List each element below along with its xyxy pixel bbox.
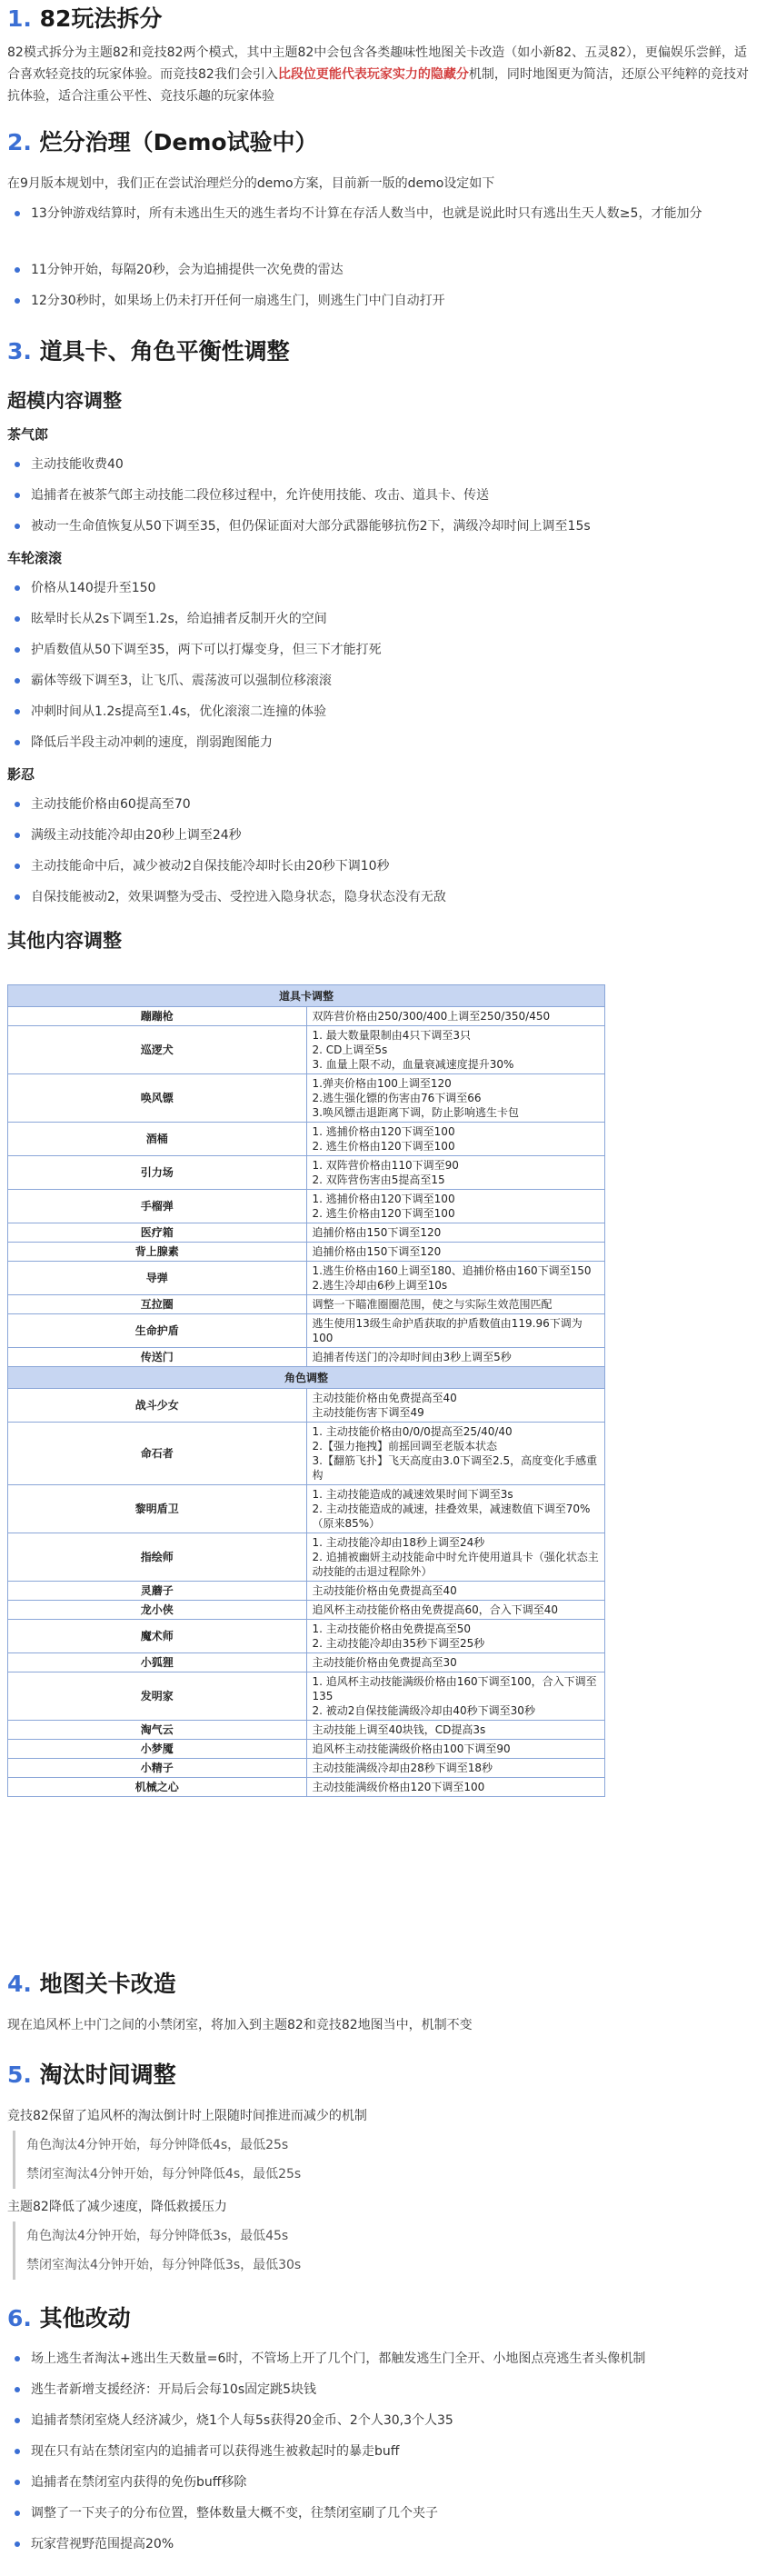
item-name: 巡逻犬: [8, 1026, 307, 1074]
section-6-heading: [7, 2305, 131, 2332]
table-row: [8, 1533, 605, 1582]
blockquote: [13, 2222, 754, 2280]
item-description: [306, 1778, 605, 1797]
table-row: [8, 1348, 605, 1367]
section-number: 5.: [7, 2062, 32, 2088]
description-line: 2. CD上调至5s: [312, 1043, 388, 1056]
description-line: 主动技能价格由免费提高至30: [312, 1656, 457, 1669]
item-name: 手榴弹: [8, 1190, 307, 1223]
item-name: 引力场: [8, 1156, 307, 1190]
list-item: 追捕者在禁闭室内获得的免伤buff移除: [13, 2471, 754, 2494]
item-name: 互拉圈: [8, 1295, 307, 1314]
description-line: 1. 逃捕价格由120下调至100: [312, 1125, 455, 1138]
item-description: [306, 1223, 605, 1243]
list-item: 满级主动技能冷却由20秒上调至24秒: [13, 824, 754, 847]
description-line: 1.弹夹价格由100上调至120: [312, 1077, 452, 1090]
list-item: 眩晕时长从2s下调至1.2s，给追捕者反制开火的空间: [13, 607, 754, 631]
section-2-heading: [7, 129, 318, 156]
item-name: 战斗少女: [8, 1389, 307, 1423]
table-section-title: 道具卡调整: [8, 985, 605, 1007]
description-line: 追风杯主动技能价格由免费提高60，合入下调至40: [312, 1603, 559, 1616]
table-row: [8, 1672, 605, 1721]
list-item: 主动技能价格由60提高至70: [13, 793, 754, 816]
section-3-heading: [7, 338, 290, 365]
list-item: 逃生者新增支援经济：开局后会每10s固定跳5块钱: [13, 2378, 754, 2401]
table-row: [8, 1262, 605, 1295]
description-line: 3.【翻筋飞扑】飞天高度由3.0下调至2.5，高度变化手感重构: [312, 1454, 598, 1482]
description-line: 主动技能上调至40块钱，CD提高3s: [312, 1723, 486, 1736]
item-name: 灵蘑子: [8, 1582, 307, 1601]
description-line: 3.唤风镖击退距离下调，防止影响逃生卡包: [312, 1106, 519, 1119]
item-description: [306, 1759, 605, 1778]
item-description: [306, 1620, 605, 1653]
description-line: 2. 追捕被幽妍主动技能命中时允许使用道具卡（强化状态主动技能的击退过程除外）: [312, 1551, 599, 1578]
item-description: [306, 1295, 605, 1314]
item-description: [306, 1653, 605, 1672]
item-name: 医疗箱: [8, 1223, 307, 1243]
item-description: [306, 1262, 605, 1295]
list-item: 追捕者在被茶气郎主动技能二段位移过程中，允许使用技能、攻击、道具卡、传送: [13, 484, 754, 507]
section-2-intro: 在9月版本规划中，我们正在尝试治理烂分的demo方案，目前新一版的demo设定如下: [7, 176, 495, 191]
quote-line: 角色淘汰4分钟开始，每分钟降低4s，最低25s: [26, 2138, 289, 2152]
list-item: 价格从140提升至150: [13, 576, 754, 600]
table-row: [8, 1740, 605, 1759]
item-description: [306, 1601, 605, 1620]
table-row: [8, 1582, 605, 1601]
item-name: 导弹: [8, 1262, 307, 1295]
quote-line: 角色淘汰4分钟开始，每分钟降低3s，最低45s: [26, 2229, 289, 2243]
description-line: 主动技能价格由免费提高至40: [312, 1584, 457, 1597]
description-line: 追捕者传送门的冷却时间由3秒上调至5秒: [312, 1351, 512, 1363]
section-title: 其他改动: [39, 2305, 131, 2331]
list-item: 13分钟游戏结算时，所有未逃出生天的逃生者均不计算在存活人数当中，也就是说此时只有逃出生天人数≥5，才能加分: [13, 202, 754, 225]
description-line: 双阵营价格由250/300/400上调至250/350/450: [312, 1010, 551, 1023]
item-name: 传送门: [8, 1348, 307, 1367]
description-line: 1. 主动技能价格由免费提高至50: [312, 1622, 472, 1635]
section-4-paragraph: 现在追风杯上中门之间的小禁闭室，将加入到主题82和竞技82地图当中，机制不变: [7, 2018, 473, 2032]
section-title: 淘汰时间调整: [39, 2062, 176, 2088]
section-5-paragraph: 主题82降低了减少速度，降低救援压力: [7, 2200, 227, 2214]
para-text: 82模式拆分为主题82和竞技82两个模式，其中主题82中会包含各类趣味性地图关卡改造（如小新82、五灵82），更偏娱乐尝鲜，适合喜欢轻竞技的玩家体验。而竞技82我们会引入: [7, 45, 747, 82]
section-number: 4.: [7, 1971, 32, 1997]
table-row: [8, 1759, 605, 1778]
group-heading: 车轮滚滚: [7, 550, 63, 566]
table-section-title: 角色调整: [8, 1367, 605, 1389]
table-section-header: [8, 985, 605, 1007]
table-row: [8, 1123, 605, 1156]
item-name: 命石者: [8, 1423, 307, 1485]
item-name: 酒桶: [8, 1123, 307, 1156]
list-item: 护盾数值从50下调至35，两下可以打爆变身，但三下才能打死: [13, 638, 754, 662]
subsection-heading: 其他内容调整: [7, 930, 122, 952]
table-row: [8, 1007, 605, 1026]
item-description: [306, 1389, 605, 1423]
quote-line: 禁闭室淘汰4分钟开始，每分钟降低3s，最低30s: [26, 2258, 302, 2272]
item-description: [306, 1423, 605, 1485]
list-item: 现在只有站在禁闭室内的追捕者可以获得逃生被救起时的暴走buff: [13, 2440, 754, 2463]
table-row: [8, 1653, 605, 1672]
item-description: [306, 1243, 605, 1262]
description-line: 2. 双阵营伤害由5提高至15: [312, 1173, 445, 1186]
list-item: 场上逃生者淘汰+逃出生天数量=6时，不管场上开了几个门，都触发逃生门全开、小地图点亮逃生者头像机制: [13, 2347, 754, 2371]
item-name: 唤风镖: [8, 1074, 307, 1123]
description-line: 1. 追风杯主动技能满级价格由160下调至100，合入下调至135: [312, 1675, 597, 1702]
description-line: 主动技能满级价格由120下调至100: [312, 1781, 485, 1793]
list-item: 12分30秒时，如果场上仍未打开任何一扇逃生门，则逃生门中门自动打开: [13, 289, 754, 313]
subsection-heading: 超模内容调整: [7, 390, 122, 412]
description-line: 主动技能伤害下调至49: [312, 1406, 424, 1419]
table-row: [8, 1190, 605, 1223]
description-line: 1. 逃捕价格由120下调至100: [312, 1193, 455, 1205]
section-4-heading: [7, 1971, 176, 1998]
description-line: 2.逃生强化镖的伤害由76下调至66: [312, 1092, 482, 1104]
table-row: [8, 1389, 605, 1423]
item-name: 魔术师: [8, 1620, 307, 1653]
item-description: [306, 1156, 605, 1190]
description-line: 2. 主动技能冷却由35秒下调至25秒: [312, 1637, 485, 1650]
description-line: 1.逃生价格由160上调至180、追捕价格由160下调至150: [312, 1264, 592, 1277]
description-line: 1. 双阵营价格由110下调至90: [312, 1159, 459, 1172]
item-description: [306, 1348, 605, 1367]
list-item: 调整了一下夹子的分布位置，整体数量大概不变，往禁闭室刷了几个夹子: [13, 2501, 754, 2525]
item-name: 小精子: [8, 1759, 307, 1778]
item-name: 背上腺素: [8, 1243, 307, 1262]
item-description: [306, 1533, 605, 1582]
description-line: 2. 主动技能造成的减速，挂叠效果，减速数值下调至70%（原来85%）: [312, 1503, 591, 1530]
table-row: [8, 1620, 605, 1653]
item-description: [306, 1190, 605, 1223]
item-name: 小狐狸: [8, 1653, 307, 1672]
item-description: [306, 1485, 605, 1533]
description-line: 1. 主动技能价格由0/0/0提高至25/40/40: [312, 1425, 513, 1438]
table-row: [8, 1074, 605, 1123]
table-section-header: [8, 1367, 605, 1389]
description-line: 2.逃生冷却由6秒上调至10s: [312, 1279, 448, 1292]
item-description: [306, 1672, 605, 1721]
list-item: 主动技能收费40: [13, 453, 754, 476]
description-line: 主动技能价格由免费提高至40: [312, 1392, 457, 1404]
item-description: [306, 1074, 605, 1123]
item-description: [306, 1314, 605, 1348]
item-name: 黎明盾卫: [8, 1485, 307, 1533]
list-item: 霸体等级下调至3，让飞爪、震荡波可以强制位移滚滚: [13, 669, 754, 693]
item-description: [306, 1026, 605, 1074]
table-row: [8, 1314, 605, 1348]
table-row: [8, 1026, 605, 1074]
list-item: 降低后半段主动冲刺的速度，削弱跑图能力: [13, 731, 754, 754]
item-description: [306, 1721, 605, 1740]
list-item: 11分钟开始，每隔20秒，会为追捕提供一次免费的雷达: [13, 258, 754, 282]
list-item: 冲刺时间从1.2s提高至1.4s，优化滚滚二连撞的体验: [13, 700, 754, 724]
description-line: 追捕价格由150下调至120: [312, 1226, 442, 1239]
description-line: 2. 被动2自保技能满级冷却由40秒下调至30秒: [312, 1704, 535, 1717]
description-line: 2. 逃生价格由120下调至100: [312, 1140, 455, 1153]
description-line: 1. 主动技能造成的减速效果时间下调至3s: [312, 1488, 513, 1501]
section-number: 6.: [7, 2305, 32, 2331]
section-1-heading: [7, 5, 162, 33]
table-row: [8, 1223, 605, 1243]
list-item: 玩家营视野范围提高20%: [13, 2532, 754, 2556]
group-heading: 影忍: [7, 766, 35, 783]
adjustment-table: [7, 984, 605, 1797]
description-line: 追风杯主动技能满级价格由100下调至90: [312, 1742, 511, 1755]
list-item: 追捕者禁闭室烧人经济减少，烧1个人每5s获得20金币、2个人30,3个人35: [13, 2409, 754, 2432]
list-item: 主动技能命中后，减少被动2自保技能冷却时长由20秒下调10秒: [13, 854, 754, 878]
list-item: 被动一生命值恢复从50下调至35，但仍保证面对大部分武器能够抗伤2下，满级冷却时间上调至15s: [13, 514, 754, 538]
item-name: 龙小侠: [8, 1601, 307, 1620]
list-item: 自保技能被动2，效果调整为受击、受控进入隐身状态，隐身状态没有无敌: [13, 885, 754, 909]
description-line: 追捕价格由150下调至120: [312, 1245, 442, 1258]
item-name: 指绘师: [8, 1533, 307, 1582]
table-row: [8, 1485, 605, 1533]
table-row: [8, 1295, 605, 1314]
description-line: 1. 主动技能冷却由18秒上调至24秒: [312, 1536, 485, 1549]
highlight-text: 比段位更能代表玩家实力的隐藏分: [277, 67, 469, 82]
description-line: 2. 逃生价格由120下调至100: [312, 1207, 455, 1220]
item-description: [306, 1582, 605, 1601]
blockquote: [13, 2131, 754, 2189]
description-line: 1. 最大数量限制由4只下调至3只: [312, 1029, 472, 1042]
item-description: [306, 1123, 605, 1156]
description-line: 3. 血量上限不动，血量衰减速度提升30%: [312, 1058, 514, 1071]
description-line: 2.【强力拖拽】前摇回调至老版本状态: [312, 1440, 497, 1453]
item-name: 发明家: [8, 1672, 307, 1721]
table-row: [8, 1423, 605, 1485]
section-5-paragraph: 竞技82保留了追风杯的淘汰倒计时上限随时间推进而减少的机制: [7, 2109, 367, 2123]
para-text: 机制，同时地图更为简洁，还原公平纯粹的竞技对抗体验，适合注重公平性、竞技乐趣的玩家体验: [7, 67, 749, 104]
group-heading: 茶气郎: [7, 426, 49, 443]
item-name: 蹦蹦枪: [8, 1007, 307, 1026]
section-title: 地图关卡改造: [39, 1971, 176, 1997]
section-5-heading: [7, 2062, 176, 2089]
section-number: 2.: [7, 129, 32, 155]
item-name: 机械之心: [8, 1778, 307, 1797]
table-row: [8, 1156, 605, 1190]
table-row: [8, 1721, 605, 1740]
table-row: [8, 1778, 605, 1797]
section-title: 烂分治理（Demo试验中）: [39, 129, 318, 155]
item-description: [306, 1740, 605, 1759]
section-1-paragraph: [7, 42, 758, 107]
item-name: 生命护盾: [8, 1314, 307, 1348]
quote-line: 禁闭室淘汰4分钟开始，每分钟降低4s，最低25s: [26, 2167, 302, 2182]
description-line: 主动技能满级冷却由28秒下调至18秒: [312, 1762, 493, 1774]
section-number: 3.: [7, 338, 32, 364]
description-line: 逃生使用13级生命护盾获取的护盾数值由119.96下调为100: [312, 1317, 583, 1344]
item-name: 淘气云: [8, 1721, 307, 1740]
table-row: [8, 1243, 605, 1262]
item-name: 小梦魇: [8, 1740, 307, 1759]
description-line: 调整一下瞄准圈圈范围，使之与实际生效范围匹配: [312, 1298, 553, 1311]
section-number: 1.: [7, 5, 32, 32]
section-title: 82玩法拆分: [39, 5, 163, 32]
item-description: [306, 1007, 605, 1026]
table-row: [8, 1601, 605, 1620]
section-title: 道具卡、角色平衡性调整: [39, 338, 290, 364]
